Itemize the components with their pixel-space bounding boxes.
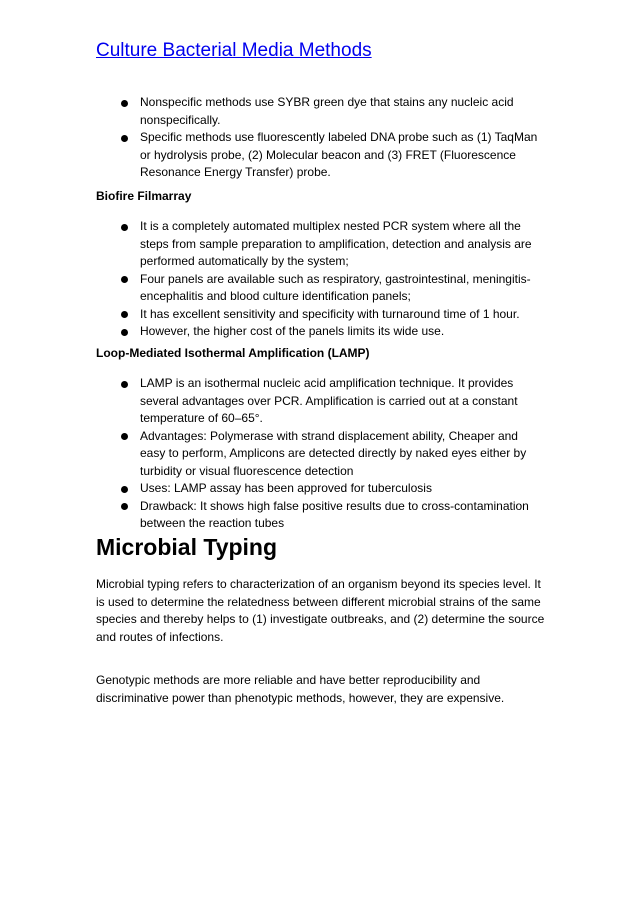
bullet-icon [121, 135, 128, 142]
list-item [96, 375, 546, 428]
list-item [96, 323, 546, 341]
bullet-icon [121, 311, 128, 318]
list-item-text: However, the higher cost of the panels limits its wide use. [140, 324, 445, 338]
list-item [96, 218, 546, 271]
list-item-text: Uses: LAMP assay has been approved for tuberculosis [140, 481, 432, 495]
list-item-text: It is a completely automated multiplex nested PCR system where all the steps from sample preparation to amplification, detection and analysis are performed automatically by the system; [140, 219, 532, 268]
bullet-icon [121, 381, 128, 388]
list-item-text: Four panels are available such as respiratory, gastrointestinal, meningitis-encephalitis and blood culture identification panels; [140, 271, 531, 303]
microbial-typing-paragraph: Microbial typing refers to characterization of an organism beyond its species level. It is used to determine the relatedness between different microbial strains of the same species and thereby helps to (1) investigate outbreaks, and (2) determine the source and routes of infections. [96, 577, 545, 644]
culture-bacterial-media-methods-link[interactable]: Culture Bacterial Media Methods [96, 40, 372, 61]
bullet-icon [121, 276, 128, 283]
bullet-icon [121, 503, 128, 510]
biofire-heading: Biofire Filmarray [96, 189, 192, 203]
list-item-text: LAMP is an isothermal nucleic acid amplification technique. It provides several advantages over PCR. Amplification is carried out at a constant temperature of 60–65°. [140, 376, 518, 425]
list-item [96, 480, 546, 498]
list-item [96, 129, 546, 182]
bullet-icon [121, 486, 128, 493]
list-item-text: Advantages: Polymerase with strand displacement ability, Cheaper and easy to perform, Amplicons are detected directly by naked eyes either by turbidity or visual fluorescence detection [140, 428, 527, 478]
pcr-methods-list [96, 94, 546, 182]
genotypic-methods-paragraph: Genotypic methods are more reliable and have better reproducibility and discriminative power than phenotypic methods, however, they are expensive. [96, 673, 505, 705]
list-item-text: Drawback: It shows high false positive results due to cross-contamination between the reaction tubes [140, 498, 529, 530]
bullet-icon [121, 433, 128, 440]
biofire-list [96, 218, 546, 341]
list-item [96, 306, 546, 324]
list-item-text: It has excellent sensitivity and specificity with turnaround time of 1 hour. [140, 306, 520, 321]
list-item [96, 498, 546, 533]
microbial-typing-heading: Microbial Typing [96, 534, 278, 560]
list-item [96, 94, 546, 129]
list-item-text: Specific methods use fluorescently labeled DNA probe such as (1) TaqMan or hydrolysis probe, (2) Molecular beacon and (3) FRET (Fluorescence Resonance Energy Transfer) probe. [140, 130, 538, 179]
lamp-heading: Loop-Mediated Isothermal Amplification (LAMP) [96, 346, 370, 360]
list-item [96, 428, 546, 481]
bullet-icon [121, 100, 128, 107]
list-item [96, 271, 546, 306]
lamp-list [96, 375, 546, 533]
list-item-text: Nonspecific methods use SYBR green dye that stains any nucleic acid nonspecifically. [140, 95, 514, 127]
bullet-icon [121, 329, 128, 336]
bullet-icon [121, 224, 128, 231]
